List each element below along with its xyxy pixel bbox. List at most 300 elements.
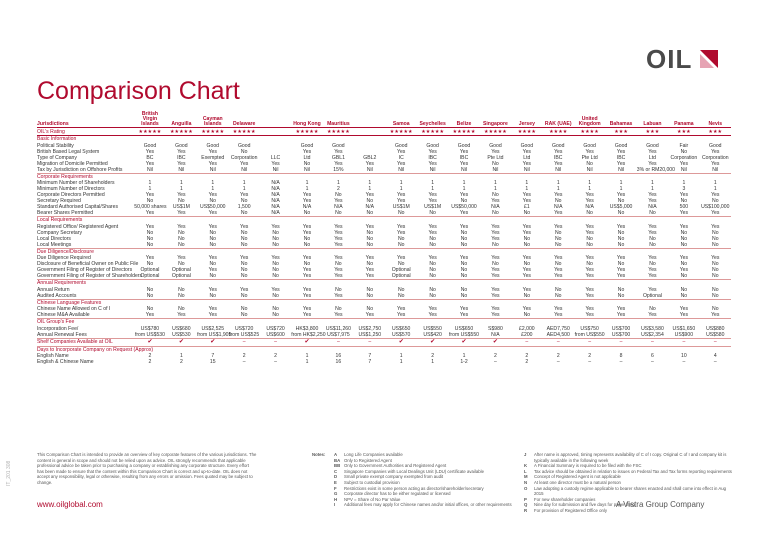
header-jurisdiction: Mauritius (323, 112, 354, 128)
table-cell: Yes (302, 312, 312, 318)
table-cell: Yes (648, 192, 657, 198)
table-cell: US$1M (424, 204, 442, 210)
table-cell: ★★★★ (511, 128, 542, 136)
table-cell: Yes (585, 312, 594, 318)
row-label: Tax by Jurisdiction on Offshore Profits (37, 166, 123, 173)
header-jurisdiction: Belize (448, 112, 479, 128)
note-key: BB (334, 463, 341, 469)
table-cell: No (272, 312, 279, 318)
table-cell: Yes (648, 273, 657, 279)
table-cell: No (680, 148, 688, 155)
table-cell: £2,000 (519, 325, 535, 332)
table-cell: No (303, 261, 311, 267)
row-label: Type of Company (37, 154, 77, 161)
table-cell: No (397, 235, 405, 242)
table-cell: No (586, 241, 593, 248)
table-cell: US$11,260 (325, 325, 351, 332)
table-cell: Yes (679, 312, 689, 318)
table-cell: Yes (177, 160, 186, 167)
table-cell: 1 (305, 353, 309, 359)
table-cell: No (146, 198, 154, 204)
table-cell: Yes (397, 192, 406, 198)
row-label: Local Meetings (37, 241, 72, 248)
table-cell: No (335, 210, 342, 216)
table-cell: from US$550 (449, 331, 480, 338)
side-code: IT_201 308 (6, 460, 12, 486)
table-cell: No (335, 192, 342, 198)
header-jurisdiction: Hong Kong (291, 112, 322, 128)
table-cell: IBC (459, 154, 469, 161)
table-cell: HK$3,800 (295, 325, 319, 332)
table-cell: Ltd (648, 154, 656, 161)
table-cell: 1-2 (460, 359, 468, 365)
table-cell: Yes (648, 312, 657, 318)
table-cell: Nil (586, 166, 593, 173)
table-cell: No (335, 286, 342, 293)
table-cell: No (429, 292, 436, 299)
table-cell: No (366, 241, 374, 248)
note-key: BA (334, 457, 341, 463)
table-cell: Yes (334, 229, 343, 236)
table-cell: No (146, 235, 154, 242)
table-cell: 2 (588, 353, 592, 359)
table-cell: S$980 (488, 325, 503, 332)
table-cell: Yes (491, 306, 500, 312)
table-cell: – (494, 359, 497, 365)
table-cell: Yes (302, 148, 312, 155)
table-cell: Yes (616, 160, 626, 167)
table-cell: No (240, 261, 248, 267)
table-cell: Yes (648, 255, 657, 261)
table-cell: Yes (554, 267, 563, 273)
row-label: Due Diligence Required (37, 255, 91, 261)
table-cell: Yes (365, 273, 374, 279)
table-cell: No (460, 273, 468, 279)
table-cell: N/A (271, 210, 280, 216)
note-text: Corporate director has to be either regulated or licensed (344, 491, 451, 497)
table-cell: Nil (680, 166, 687, 173)
logo-mark-icon (698, 48, 720, 72)
note-text: Small private exempt company exempted from audit (344, 474, 444, 480)
table-cell: Yes (271, 160, 280, 167)
table-cell: Yes (240, 286, 249, 293)
table-cell: Yes (585, 148, 594, 155)
table-cell: – (274, 359, 277, 365)
table-cell: Yes (459, 312, 469, 318)
table-cell: No (146, 261, 154, 267)
table-cell: No (429, 235, 436, 242)
table-cell: No (554, 235, 562, 242)
table-cell: Yes (679, 255, 689, 261)
table-cell: No (272, 273, 279, 279)
table-cell: 1 (305, 186, 309, 192)
table-cell: Yes (177, 312, 186, 318)
table-cell: US$700 (611, 325, 631, 332)
table-cell: Yes (554, 148, 563, 155)
table-header (37, 112, 731, 128)
table-cell: Yes (145, 160, 155, 167)
table-cell: US$3,580 (641, 325, 664, 332)
table-cell: Nil (429, 166, 436, 173)
row-label: Government Filing of Register of Shareholders (37, 273, 143, 279)
table-cell: Yes (428, 312, 437, 318)
table-cell: Yes (648, 160, 657, 167)
table-cell: N/A (553, 204, 563, 210)
table-cell: Good (237, 142, 251, 149)
table-cell: Yes (302, 198, 312, 204)
table-cell: US$530 (172, 331, 191, 338)
table-cell: from US$550 (574, 331, 605, 338)
table-cell: Yes (459, 223, 469, 230)
table-cell: Yes (711, 223, 720, 230)
table-cell: Yes (554, 160, 563, 167)
table-cell: 1 (494, 180, 497, 186)
table-cell: Good (583, 142, 596, 149)
table-cell: BC (146, 154, 154, 161)
table-cell: No (649, 210, 656, 216)
table-cell: Yes (585, 292, 594, 299)
table-cell: No (397, 261, 405, 267)
table-cell: No (335, 261, 342, 267)
table-cell: Yes (302, 267, 312, 273)
table-cell: No (178, 292, 185, 299)
note-text: Nine day for submission and five days for paper filing (534, 502, 635, 508)
table-cell: Yes (679, 192, 689, 198)
table-cell: N/A (271, 198, 280, 204)
table-cell: No (397, 292, 405, 299)
table-cell: US$1M (172, 204, 190, 210)
header-jurisdiction: Nevis (700, 112, 731, 128)
table-cell: No (178, 241, 185, 248)
table-cell: N/A (585, 204, 594, 210)
row-label: Bearer Shares Permitted (37, 210, 94, 216)
table-cell: Yes (177, 210, 186, 216)
table-cell: 1 (619, 180, 623, 186)
table-cell: Yes (554, 273, 563, 279)
table-cell: No (366, 235, 374, 242)
table-cell: Yes (459, 160, 469, 167)
table-cell: 7 (368, 359, 372, 365)
table-cell: ✔ (480, 338, 511, 346)
table-cell: 1 (399, 353, 403, 359)
table-cell: Yes (365, 267, 374, 273)
table-cell: Yes (302, 223, 312, 230)
table-cell: No (240, 292, 248, 299)
page-title: Comparison Chart (37, 77, 240, 105)
table-cell: Yes (616, 192, 626, 198)
table-cell: Optional (391, 273, 411, 279)
row-label: Chinese Name Allowed on C of I (37, 306, 111, 312)
table-cell: 15 (209, 359, 216, 365)
table-cell: Good (552, 142, 565, 149)
table-cell: – (637, 338, 668, 346)
table-cell: 1 (179, 353, 183, 359)
table-cell: Pte Ltd (487, 154, 504, 161)
table-cell: No (523, 312, 531, 318)
table-cell: 1 (682, 180, 686, 186)
table-cell: No (680, 292, 688, 299)
table-cell: Good (206, 142, 219, 149)
table-cell: N/A (271, 192, 280, 198)
row-label: Local Directors (37, 235, 71, 242)
table-cell: Yes (554, 255, 563, 261)
table-cell: Nil (366, 166, 373, 173)
table-cell: No (617, 198, 625, 204)
table-cell: ★★★ (605, 128, 636, 136)
table-cell: No (303, 160, 311, 167)
table-cell: ★★★★★ (197, 128, 228, 136)
table-cell: Good (457, 142, 471, 149)
table-cell: IBC (553, 154, 563, 161)
table-cell: Nil (241, 166, 248, 173)
table-cell: Yes (522, 286, 531, 293)
table-cell: US$1,250 (358, 331, 382, 338)
table-cell: No (146, 292, 154, 299)
table-cell: No (712, 306, 719, 312)
table-cell: Yes (554, 223, 563, 230)
table-cell: ★★★★★ (291, 128, 322, 136)
table-cell: Yes (522, 192, 531, 198)
table-cell: Nil (461, 166, 467, 173)
table-cell: No (272, 241, 279, 248)
table-cell: No (554, 286, 562, 293)
note-text: After name is approved, timing represents availability of C of I copy. Original C of I and company kit is typically available in the following week (534, 452, 727, 463)
table-cell: Good (175, 142, 188, 149)
table-cell: Yes (208, 286, 217, 293)
table-cell: Yes (334, 241, 343, 248)
table-cell: No (492, 160, 499, 167)
table-cell: Yes (491, 235, 500, 242)
table-cell: US$750 (580, 325, 599, 332)
note-key: F (334, 485, 337, 491)
table-cell: – (700, 338, 731, 346)
notes-label: Notes: (312, 452, 326, 457)
row-label: Political Stability (37, 142, 74, 149)
table-cell: 2 (336, 186, 340, 192)
row-label: Incorporation Fee/ (37, 325, 79, 332)
table-cell: 1 (148, 180, 152, 186)
table-cell: Yes (177, 192, 186, 198)
table-cell: Yes (491, 267, 500, 273)
table-cell: 15% (333, 166, 344, 173)
table-cell: No (209, 241, 217, 248)
table-cell: US$650 (391, 325, 411, 332)
note-key: H (334, 496, 338, 502)
table-cell: No (303, 235, 311, 242)
table-cell: Yes (428, 229, 437, 236)
note-key: N (524, 479, 528, 485)
table-cell: N/A (334, 204, 343, 210)
table-cell: Yes (711, 312, 720, 318)
table-cell: No (712, 229, 719, 236)
table-cell: No (178, 198, 185, 204)
row-label: Registered Office/ Registered Agent (37, 223, 119, 230)
table-cell: US$2,750 (358, 325, 382, 332)
note-text: Subject to custodial provision (344, 479, 400, 485)
table-cell: No (178, 261, 185, 267)
table-cell: Yes (428, 223, 437, 230)
table-cell: Yes (428, 148, 437, 155)
table-cell: US$1,650 (672, 325, 696, 332)
table-cell: Yes (302, 192, 312, 198)
table-cell: IBC (177, 154, 186, 161)
table-cell: No (554, 292, 562, 299)
table-cell: Yes (334, 255, 343, 261)
section-row (37, 217, 731, 224)
table-cell: 1 (588, 180, 592, 186)
row-label: Minimum Number of Directors (37, 186, 105, 192)
table-cell: Yes (302, 273, 312, 279)
table-cell: Yes (240, 160, 249, 167)
table-cell: No (366, 292, 374, 299)
table-cell: IBC (616, 154, 626, 161)
table-cell: Yes (177, 255, 186, 261)
table-cell: Yes (428, 255, 437, 261)
table-row (37, 128, 731, 136)
header-jurisdiction: British Virgin Islands (134, 112, 165, 128)
table-cell: Yes (711, 160, 720, 167)
table-cell: 1 (619, 186, 623, 192)
table-cell: 2 (242, 353, 246, 359)
table-cell: Yes (397, 312, 406, 318)
table-cell: 1 (399, 186, 403, 192)
table-cell: Yes (334, 198, 343, 204)
table-cell: US$420 (423, 331, 442, 338)
table-cell: 1 (148, 186, 152, 192)
table-cell: 1 (336, 180, 340, 186)
table-cell: 1 (179, 180, 183, 186)
table-cell: Yes (585, 286, 594, 293)
table-cell: No (397, 286, 405, 293)
table-cell: ✔ (197, 338, 228, 346)
table-cell: 1 (431, 180, 435, 186)
header-jurisdiction: United Kingdom (574, 112, 605, 128)
table-cell: US$1M (392, 204, 410, 210)
note-text: NPV = Share of No Par Value (344, 496, 401, 502)
table-cell: No (492, 210, 499, 216)
table-cell: – (668, 338, 699, 346)
note-text: Only to Government Authorities and Registered Agent (344, 463, 447, 469)
table-cell: Yes (145, 223, 155, 230)
table-cell: 2 (525, 353, 529, 359)
row-label: Annual Return (37, 286, 70, 293)
table-cell: – (713, 359, 717, 365)
table-cell: Yes (240, 223, 249, 230)
section-label: Chinese Language Features (37, 299, 731, 306)
table-cell: 1 (242, 180, 246, 186)
table-cell: No (586, 261, 593, 267)
note-key: K (524, 463, 528, 469)
table-cell: Nil (618, 166, 625, 173)
table-cell: Yes (585, 267, 594, 273)
note-key: L (524, 468, 527, 474)
table-cell: No (429, 273, 436, 279)
table-cell: from US$530 (134, 331, 165, 338)
table-cell: Optional (140, 267, 160, 273)
table-cell: ★★★★★ (134, 128, 165, 136)
table-cell: Corporation (670, 154, 698, 161)
header-jurisdiction (260, 112, 291, 128)
table-cell: Optional (391, 267, 411, 273)
table-cell: Yes (554, 192, 563, 198)
table-cell: US$50,000 (200, 204, 226, 210)
table-cell: No (209, 198, 217, 204)
header-jurisdictions: Jurisdictions (37, 112, 134, 128)
table-cell: No (272, 235, 279, 242)
table-cell: ★★★ (700, 128, 731, 136)
table-cell: N/A (271, 186, 280, 192)
note-text: Tax advice should be obtained in relation to issues on Federal Tax and Tax forms reporting requirements (534, 468, 732, 474)
table-cell: No (680, 286, 688, 293)
table-cell: Yes (365, 312, 374, 318)
table-cell: Good (300, 142, 314, 149)
table-cell: ✔ (291, 338, 322, 346)
row-label: Chinese M&A Available (37, 312, 90, 318)
table-cell: Yes (145, 192, 155, 198)
table-cell: No (460, 235, 468, 242)
table-cell: No (240, 306, 248, 312)
website-link[interactable]: www.oilglobal.com (37, 500, 103, 509)
table-cell: Yes (397, 198, 406, 204)
table-cell: from US$525 (229, 331, 260, 338)
row-label: English & Chinese Name (37, 359, 94, 365)
table-cell: Yes (648, 286, 657, 293)
table-cell: US$2,525 (201, 325, 225, 332)
header-jurisdiction: RAK (UAE) (543, 112, 574, 128)
table-cell: 4 (713, 353, 717, 359)
table-cell: Yes (365, 223, 374, 230)
table-cell: Yes (554, 312, 563, 318)
section-row (37, 173, 731, 180)
table-cell: ★★★★★ (228, 128, 259, 136)
row-label: Company Secretary (37, 229, 83, 236)
table-cell: Ltd (303, 154, 311, 161)
table-cell: US$700 (611, 331, 631, 338)
table-cell: 1 (525, 186, 529, 192)
table-cell: ★★★★★ (417, 128, 448, 136)
table-cell: Yes (522, 198, 531, 204)
header-jurisdiction: Delaware (228, 112, 259, 128)
note-text: Additional fees may apply for Chinese names and/or initial offices, or other requirements (344, 502, 512, 508)
section-label: OIL Group's Fee (37, 319, 731, 326)
note-item (524, 486, 734, 497)
table-cell: No (460, 241, 468, 248)
table-cell: 1 (713, 180, 717, 186)
header-jurisdiction: Samoa (386, 112, 417, 128)
table-cell: Nil (209, 166, 216, 173)
table-cell: AED4,500 (546, 331, 570, 338)
note-text: Singapore Companies with Local Dealings Unit (LDU) certificate available (344, 468, 484, 474)
table-cell: No (460, 286, 468, 293)
table-cell: Good (332, 142, 345, 149)
table-cell: ★★★ (668, 128, 699, 136)
table-cell: – (574, 338, 605, 346)
table-cell: 1 (179, 186, 183, 192)
table-cell: Yes (240, 192, 249, 198)
table-cell: Yes (585, 198, 594, 204)
table-cell: No (146, 306, 154, 312)
table-cell: No (460, 261, 468, 267)
table-cell: Yes (459, 210, 469, 216)
table-cell: 50,000 shares (134, 204, 167, 210)
table-cell: Yes (679, 210, 689, 216)
table-cell: US$50,000 (451, 204, 477, 210)
table-cell: Yes (397, 255, 406, 261)
table-cell: Yes (208, 192, 217, 198)
table-cell: US$680 (172, 325, 191, 332)
table-cell: Ltd (523, 154, 531, 161)
table-cell: No (492, 261, 499, 267)
